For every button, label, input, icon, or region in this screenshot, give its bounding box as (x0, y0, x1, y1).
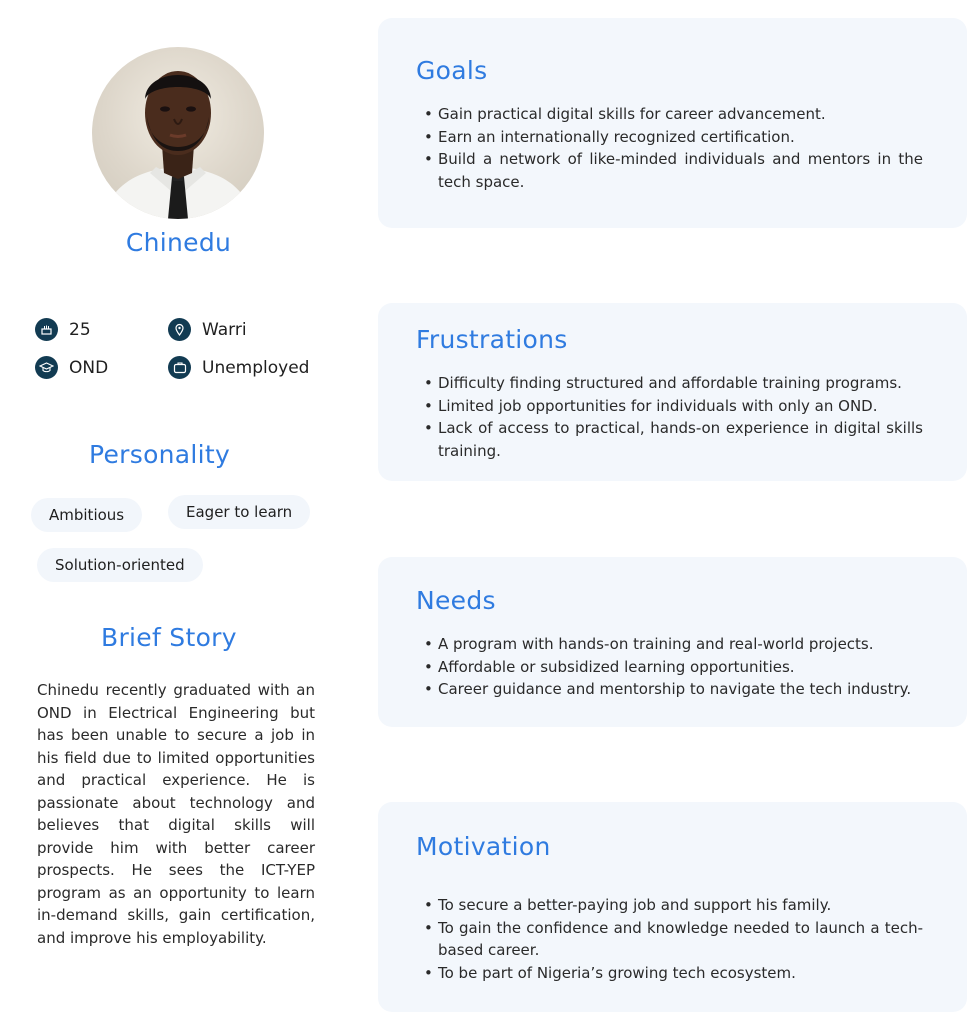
trait-chip: Solution-oriented (37, 548, 203, 582)
employment-info (168, 356, 309, 379)
employment-value: Unemployed (202, 357, 310, 378)
location-pin-icon (168, 318, 191, 341)
motivation-list (426, 894, 923, 984)
list-item: • To be part of Nigeria’s growing tech ecosystem. (426, 962, 923, 985)
portrait-image (92, 47, 264, 219)
graduation-cap-icon (35, 356, 58, 379)
list-item: • Affordable or subsidized learning opportunities. (426, 656, 923, 679)
list-item: • Build a network of like-minded individuals and mentors in the tech space. (426, 148, 923, 193)
list-item: • Difficulty finding structured and affordable training programs. (426, 372, 923, 395)
trait-chip: Ambitious (31, 498, 142, 532)
goals-title: Goals (416, 56, 488, 85)
persona-name: Chinedu (125, 228, 232, 257)
motivation-title: Motivation (416, 832, 551, 861)
needs-card (378, 557, 967, 727)
brief-story-title: Brief Story (101, 623, 237, 652)
list-item: • Career guidance and mentorship to navigate the tech industry. (426, 678, 923, 701)
profile-avatar (92, 47, 264, 219)
list-item: • A program with hands-on training and real-world projects. (426, 633, 923, 656)
list-item: • Lack of access to practical, hands-on experience in digital skills training. (426, 417, 923, 462)
age-info (35, 318, 91, 341)
list-item: • Gain practical digital skills for career advancement. (426, 103, 923, 126)
frustrations-title: Frustrations (416, 325, 568, 354)
age-value: 25 (69, 319, 91, 340)
personality-title: Personality (89, 440, 231, 469)
list-item: • To secure a better-paying job and support his family. (426, 894, 923, 917)
goals-list (426, 103, 923, 193)
motivation-card (378, 802, 967, 1012)
briefcase-icon (168, 356, 191, 379)
list-item: • Earn an internationally recognized certification. (426, 126, 923, 149)
frustrations-list (426, 372, 923, 462)
needs-title: Needs (416, 586, 496, 615)
goals-card (378, 18, 967, 228)
brief-story-text: Chinedu recently graduated with an OND in Electrical Engineering but has been unable to secure a job in his field due to limited opportunities and practical experience. He is passionate about technology and believes that digital skills will provide him with better career prospects. He sees the ICT-YEP program as an opportunity to learn in-demand skills, gain certification, and improve his employability. (37, 681, 315, 947)
needs-list (426, 633, 923, 701)
education-info (35, 356, 108, 379)
location-value: Warri (202, 319, 247, 340)
cake-icon (35, 318, 58, 341)
location-info (168, 318, 247, 341)
list-item: • To gain the confidence and knowledge needed to launch a tech-based career. (426, 917, 923, 962)
list-item: • Limited job opportunities for individuals with only an OND. (426, 395, 923, 418)
frustrations-card (378, 303, 967, 481)
trait-chip: Eager to learn (168, 495, 310, 529)
education-value: OND (69, 357, 109, 378)
